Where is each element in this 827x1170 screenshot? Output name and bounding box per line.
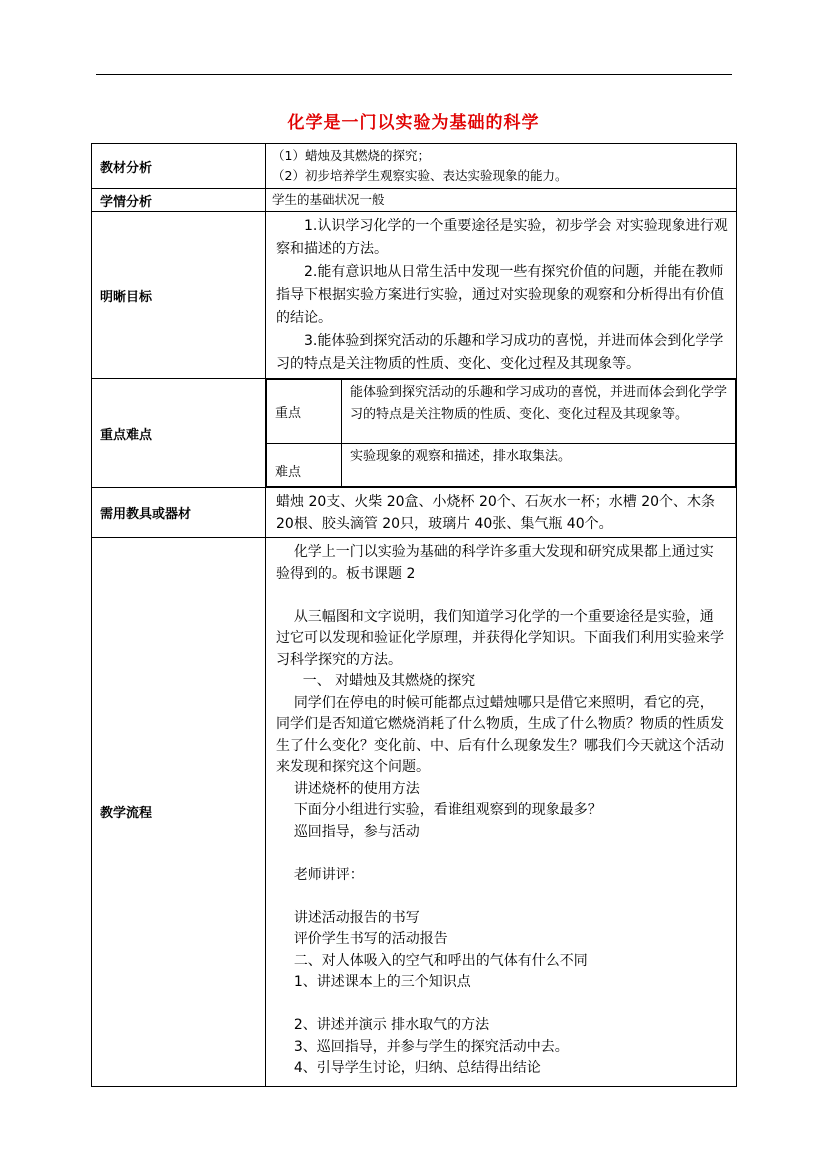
- materials-text: 蜡烛 20支、火柴 20盒、小烧杯 20个、石灰水一杯；水槽 20个、木条 20根、胶头滴管 20只，玻璃片 40张、集气瓶 40个。: [276, 494, 716, 532]
- flow-line: 巡回指导，参与活动: [276, 823, 420, 840]
- cell-textbook-analysis: [266, 144, 737, 189]
- cell-objectives: [266, 212, 737, 379]
- student-analysis-text: 学生的基础状况一般: [272, 192, 385, 207]
- difficulty-row: [267, 444, 736, 487]
- flow-line: 讲述烧杯的使用方法: [276, 780, 420, 797]
- objective-1: 1.认识学习化学的一个重要途径是实验，初步学会 对实验现象进行观察和描述的方法。: [276, 218, 728, 257]
- row-student-analysis: [92, 189, 737, 212]
- flow-line: 讲述活动报告的书写: [276, 909, 420, 926]
- flow-line: 化学上一门以实验为基础的科学许多重大发现和研究成果都上通过实验得到的。板书课题 2: [276, 544, 714, 582]
- flow-line: [276, 886, 726, 908]
- flow-line: [276, 994, 726, 1016]
- row-textbook-analysis: [92, 144, 737, 189]
- row-materials: [92, 488, 737, 538]
- label-textbook-analysis: 教材分析: [92, 144, 266, 189]
- label-materials: 需用教具或器材: [92, 488, 266, 538]
- difficulty-text: 实验现象的观察和描述，排水取集法。: [342, 444, 736, 487]
- flow-line: 从三幅图和文字说明，我们知道学习化学的一个重要途径是实验，通过它可以发现和验证化学原理，并获得化学知识。下面我们利用实验来学习科学探究的方法。: [276, 608, 724, 668]
- flow-line: 3、巡回指导，并参与学生的探究活动中去。: [276, 1038, 569, 1055]
- key-point-row: [267, 380, 736, 444]
- label-teaching-flow: 教学流程: [92, 538, 266, 1087]
- flow-line: 2、讲述并演示 排水取气的方法: [276, 1017, 490, 1033]
- row-teaching-flow: [92, 538, 737, 1087]
- cell-teaching-flow: [266, 538, 737, 1087]
- flow-line: 1、讲述课本上的三个知识点: [276, 974, 471, 990]
- label-objectives: 明晰目标: [92, 212, 266, 379]
- page-title: 化学是一门以实验为基础的科学: [287, 113, 540, 133]
- textbook-line-2: （2）初步培养学生观察实验、表达实验现象的能力。: [272, 168, 568, 183]
- flow-line: 老师讲评：: [276, 866, 364, 883]
- header-rule: [96, 74, 732, 75]
- key-point-label: 重点: [267, 380, 342, 444]
- flow-line: 同学们在停电的时候可能都点过蜡烛哪只是借它来照明，看它的亮，同学们是否知道它燃烧消耗了什么物质，生成了什么物质？物质的性质发生了什么变化？变化前、中、后有什么现象发生？哪我们今天就这个活动来发现和探究这个问题。: [276, 694, 724, 775]
- flow-line: 4、引导学生讨论，归纳、总结得出结论: [276, 1060, 541, 1076]
- label-key-difficulties: 重点难点: [92, 379, 266, 488]
- flow-line: [276, 843, 726, 865]
- cell-key-difficulties: [266, 379, 737, 488]
- row-key-difficulties: [92, 379, 737, 488]
- lesson-plan-table: [91, 143, 737, 1087]
- cell-student-analysis: [266, 189, 737, 212]
- textbook-line-1: （1）蜡烛及其燃烧的探究；: [272, 148, 430, 163]
- difficulty-label: 难点: [267, 444, 342, 487]
- objective-2: 2.能有意识地从日常生活中发现一些有探究价值的问题，并能在教师指导下根据实验方案进行实验，通过对实验现象的观察和分析得出有价值的结论。: [276, 264, 724, 326]
- objective-3: 3.能体验到探究活动的乐趣和学习成功的喜悦，并进而体会到化学学习的特点是关注物质的性质、变化、变化过程及其现象等。: [276, 333, 724, 372]
- flow-line: 评价学生书写的活动报告: [276, 931, 448, 947]
- flow-line: [276, 585, 726, 607]
- label-student-analysis: 学情分析: [92, 189, 266, 212]
- key-difficulties-subtable: [266, 379, 736, 487]
- key-point-text: 能体验到探究活动的乐趣和学习成功的喜悦，并进而体会到化学学习的特点是关注物质的性质、变化、变化过程及其现象等。: [342, 380, 736, 444]
- row-objectives: [92, 212, 737, 379]
- flow-line: 下面分小组进行实验，看谁组观察到的现象最多？: [276, 802, 602, 818]
- flow-line: 二、对人体吸入的空气和呼出的气体有什么不同: [276, 952, 588, 969]
- flow-line: 一、 对蜡烛及其燃烧的探究: [276, 673, 476, 689]
- cell-materials: [266, 488, 737, 538]
